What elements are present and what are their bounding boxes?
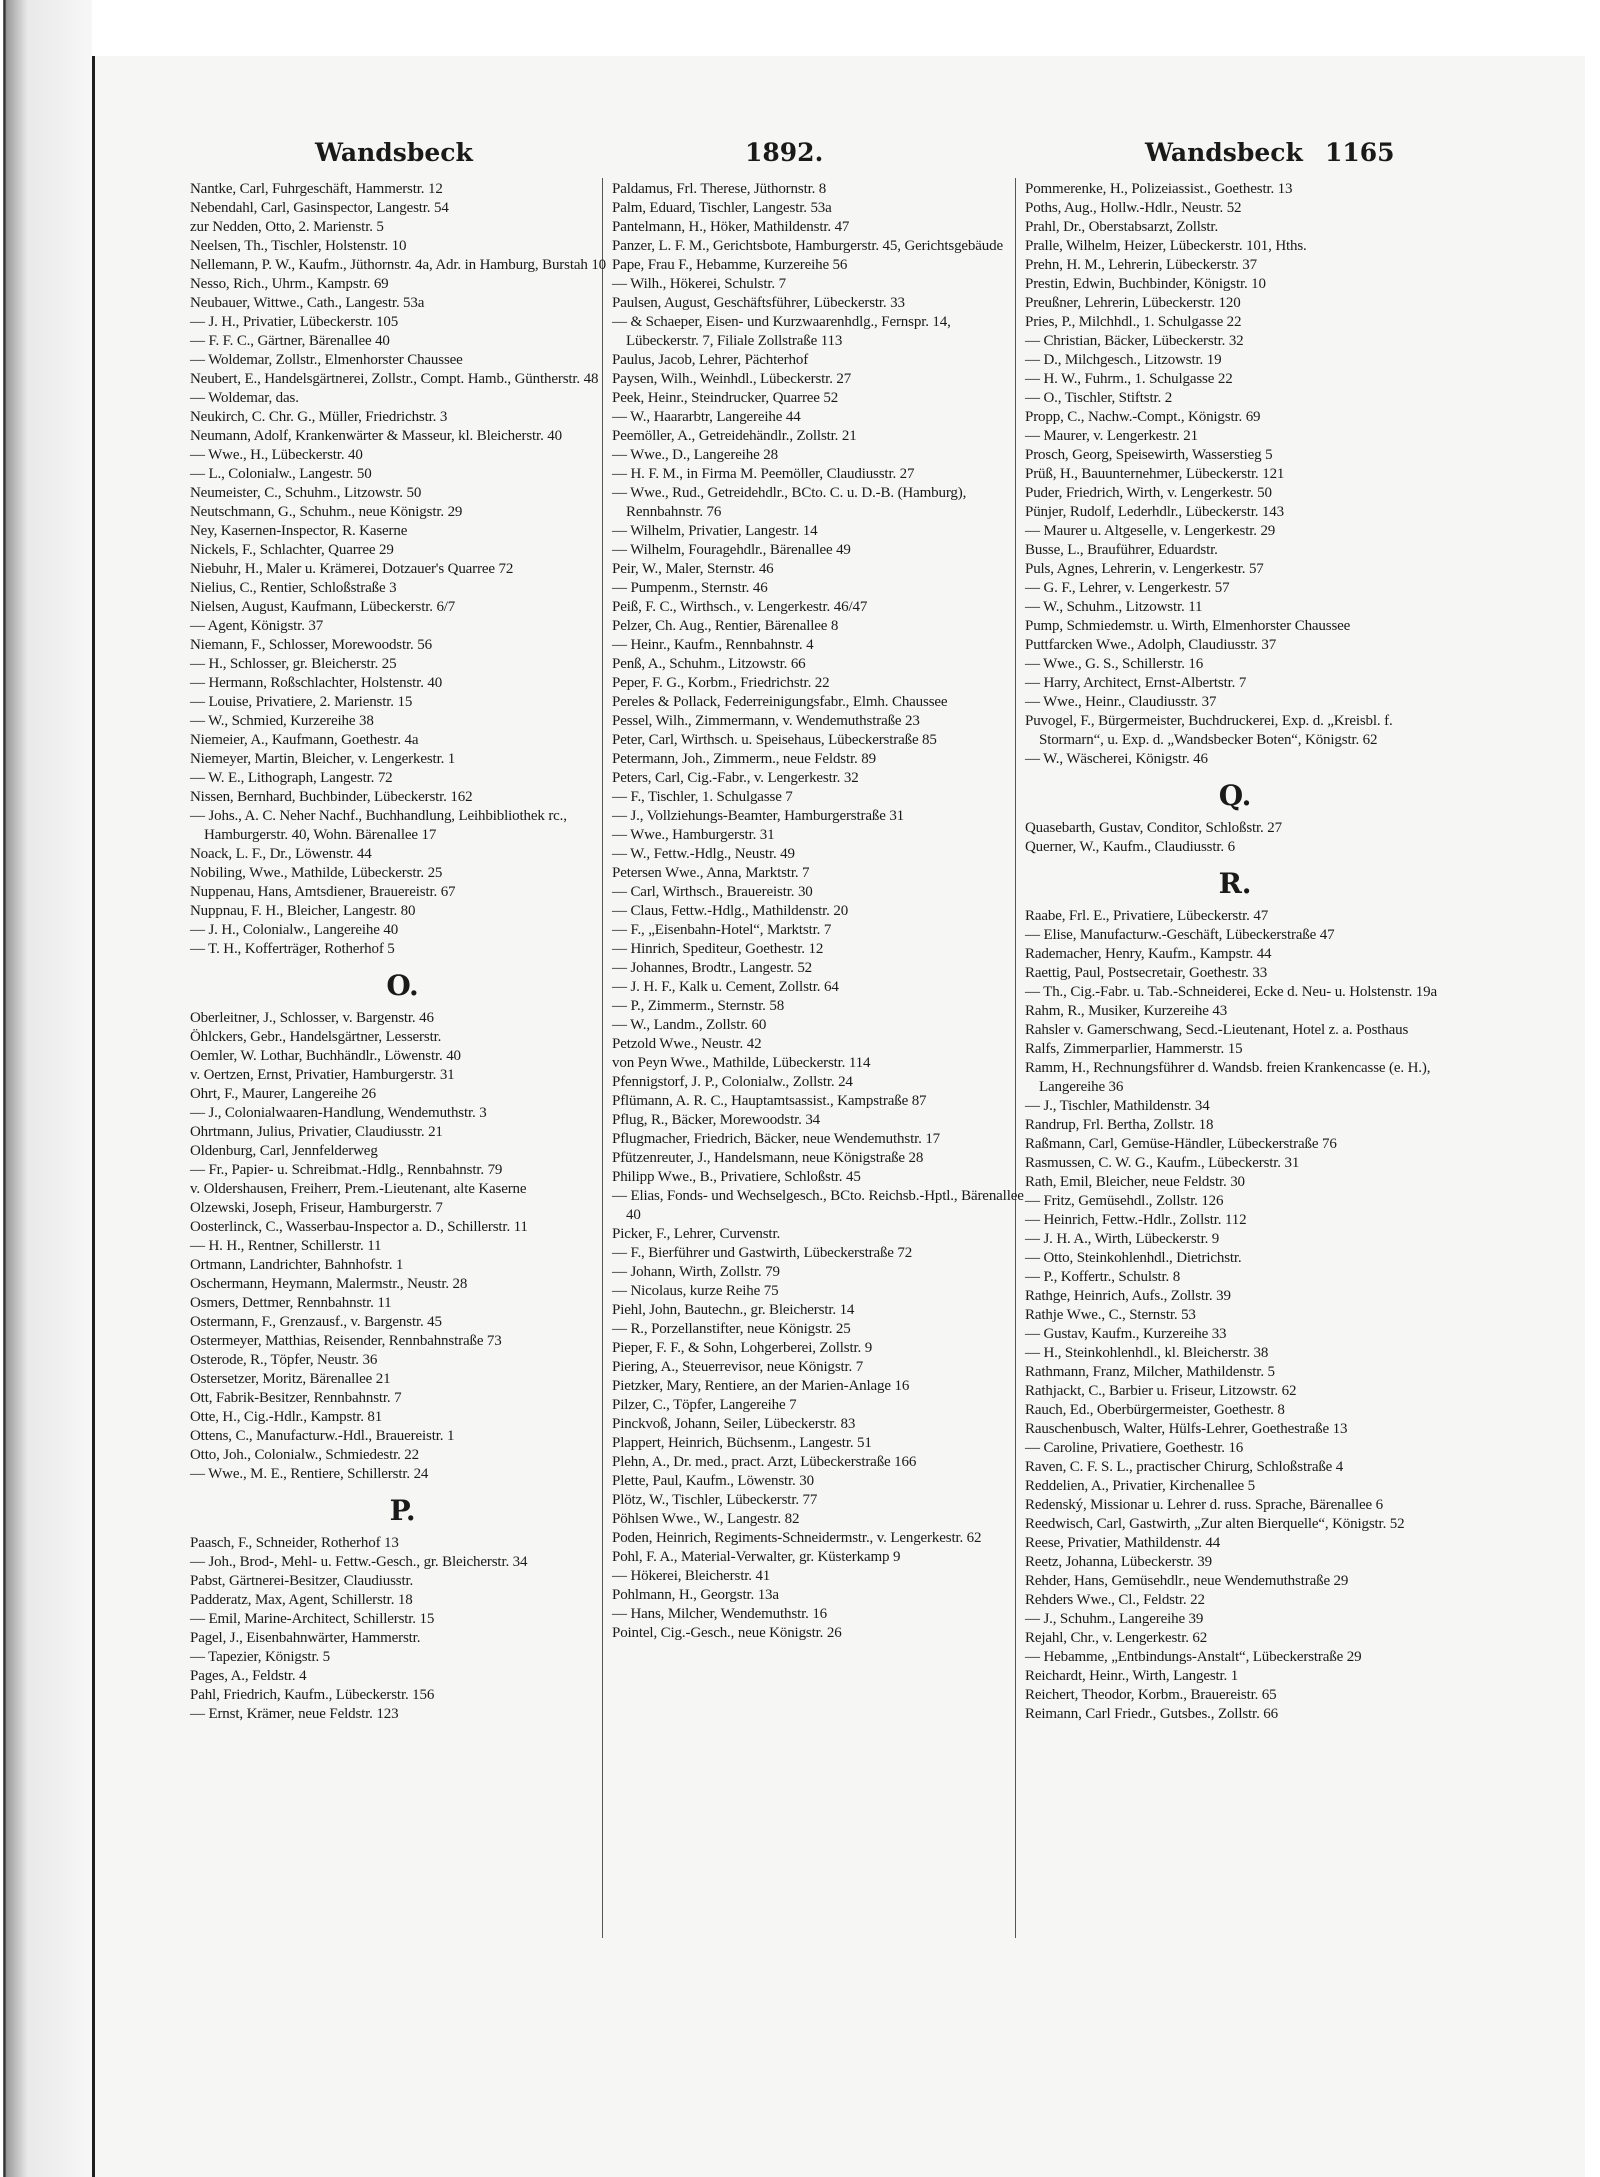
directory-entry: — F., Tischler, 1. Schulgasse 7 <box>612 789 793 805</box>
section-letter-heading: P. <box>389 1494 416 1527</box>
directory-entry: Neukirch, C. Chr. G., Müller, Friedrichstr. 3 <box>190 409 448 425</box>
directory-entry: — Woldemar, das. <box>190 390 299 406</box>
directory-entry: Puttfarcken Wwe., Adolph, Claudiusstr. 37 <box>1025 637 1277 653</box>
directory-entry: — W., Landm., Zollstr. 60 <box>612 1017 767 1033</box>
directory-entry: — Johann, Wirth, Zollstr. 79 <box>612 1264 780 1280</box>
directory-entry: Pflug, R., Bäcker, Morewoodstr. 34 <box>612 1112 821 1128</box>
directory-entry: Pages, A., Feldstr. 4 <box>190 1668 307 1684</box>
directory-entry: Prahl, Dr., Oberstabsarzt, Zollstr. <box>1025 219 1219 235</box>
directory-entry: — Elise, Manufacturw.-Geschäft, Lübeckerstraße 47 <box>1025 927 1335 943</box>
directory-entry: Nesso, Rich., Uhrm., Kampstr. 69 <box>190 276 389 292</box>
directory-entry: — L., Colonialw., Langestr. 50 <box>190 466 372 482</box>
directory-entry: — Johannes, Brodtr., Langestr. 52 <box>612 960 813 976</box>
directory-entry: Pahl, Friedrich, Kaufm., Lübeckerstr. 156 <box>190 1687 435 1703</box>
directory-entry: — H. H., Rentner, Schillerstr. 11 <box>190 1238 382 1254</box>
directory-entry: Oosterlinck, C., Wasserbau-Inspector a. D., Schillerstr. 11 <box>190 1219 528 1235</box>
directory-entry: Peper, F. G., Korbm., Friedrichstr. 22 <box>612 675 830 691</box>
directory-entry: Pilzer, C., Töpfer, Langereihe 7 <box>612 1397 797 1413</box>
directory-entry: — Heinrich, Fettw.-Hdlr., Zollstr. 112 <box>1025 1212 1247 1228</box>
directory-entry: — & Schaeper, Eisen- und Kurzwaarenhdlg., Fernspr. 14, Lübeckerstr. 7, Filiale Zollstraße 113 <box>612 314 951 349</box>
directory-entry: — Joh., Brod-, Mehl- u. Fettw.-Gesch., gr. Bleicherstr. 34 <box>190 1554 528 1570</box>
directory-entry: Öhlckers, Gebr., Handelsgärtner, Lesserstr. <box>190 1029 442 1045</box>
directory-entry: Pöhlsen Wwe., W., Langestr. 82 <box>612 1511 800 1527</box>
directory-entry: Neumann, Adolf, Krankenwärter & Masseur, kl. Bleicherstr. 40 <box>190 428 562 444</box>
directory-entry: — G. F., Lehrer, v. Lengerkestr. 57 <box>1025 580 1230 596</box>
directory-entry: Pantelmann, H., Höker, Mathildenstr. 47 <box>612 219 850 235</box>
directory-entry: Nielius, C., Rentier, Schloßstraße 3 <box>190 580 397 596</box>
directory-entry: Raettig, Paul, Postsecretair, Goethestr. 33 <box>1025 965 1268 981</box>
directory-entry: Rathge, Heinrich, Aufs., Zollstr. 39 <box>1025 1288 1231 1304</box>
directory-entry: Rauch, Ed., Oberbürgermeister, Goethestr. 8 <box>1025 1402 1285 1418</box>
directory-entry: Oldenburg, Carl, Jennfelderweg <box>190 1143 378 1159</box>
directory-entry: — Maurer u. Altgeselle, v. Lengerkestr. 29 <box>1025 523 1276 539</box>
running-head-year: 1892. <box>745 138 824 167</box>
directory-entry: Ott, Fabrik-Besitzer, Rennbahnstr. 7 <box>190 1390 402 1406</box>
directory-entry: Pelzer, Ch. Aug., Rentier, Bärenallee 8 <box>612 618 839 634</box>
directory-entry: Pommerenke, H., Polizeiassist., Goethestr. 13 <box>1025 181 1293 197</box>
directory-entry: Redenský, Missionar u. Lehrer d. russ. Sprache, Bärenallee 6 <box>1025 1497 1383 1513</box>
directory-entry: Padderatz, Max, Agent, Schillerstr. 18 <box>190 1592 413 1608</box>
directory-entry: Ostersetzer, Moritz, Bärenallee 21 <box>190 1371 391 1387</box>
section-letter-heading: O. <box>386 969 419 1002</box>
directory-entry: — Wwe., Heinr., Claudiusstr. 37 <box>1025 694 1217 710</box>
directory-entry: — Hinrich, Spediteur, Goethestr. 12 <box>612 941 824 957</box>
directory-entry: Peek, Heinr., Steindrucker, Quarree 52 <box>612 390 839 406</box>
directory-entry: Neutschmann, G., Schuhm., neue Königstr. 29 <box>190 504 463 520</box>
directory-entry: Peiß, F. C., Wirthsch., v. Lengerkestr. 46/47 <box>612 599 868 615</box>
directory-entry: Osterode, R., Töpfer, Neustr. 36 <box>190 1352 378 1368</box>
directory-entry: Prestin, Edwin, Buchbinder, Königstr. 10 <box>1025 276 1266 292</box>
directory-entry: Palm, Eduard, Tischler, Langestr. 53a <box>612 200 832 216</box>
directory-entry: — Maurer, v. Lengerkestr. 21 <box>1025 428 1198 444</box>
directory-entry: — Caroline, Privatiere, Goethestr. 16 <box>1025 1440 1244 1456</box>
directory-entry: Raßmann, Carl, Gemüse-Händler, Lübeckerstraße 76 <box>1025 1136 1337 1152</box>
directory-entry: — Nicolaus, kurze Reihe 75 <box>612 1283 779 1299</box>
directory-entry: — J. H. A., Wirth, Lübeckerstr. 9 <box>1025 1231 1220 1247</box>
directory-entry: — Wwe., M. E., Rentiere, Schillerstr. 24 <box>190 1466 429 1482</box>
directory-entry: — P., Zimmerm., Sternstr. 58 <box>612 998 785 1014</box>
directory-entry: Osmers, Dettmer, Rennbahnstr. 11 <box>190 1295 392 1311</box>
directory-entry: Niemeier, A., Kaufmann, Goethestr. 4a <box>190 732 419 748</box>
directory-entry: Ohrt, F., Maurer, Langereihe 26 <box>190 1086 376 1102</box>
directory-entry: Paulus, Jacob, Lehrer, Pächterhof <box>612 352 809 368</box>
directory-entry: Piering, A., Steuerrevisor, neue Königstr. 7 <box>612 1359 864 1375</box>
directory-entry: Paysen, Wilh., Weinhdl., Lübeckerstr. 27 <box>612 371 852 387</box>
directory-entry: Reetz, Johanna, Lübeckerstr. 39 <box>1025 1554 1212 1570</box>
directory-entry: Pralle, Wilhelm, Heizer, Lübeckerstr. 101, Hths. <box>1025 238 1307 254</box>
directory-entry: — Johs., A. C. Neher Nachf., Buchhandlung, Leihbibliothek rc., Hamburgerstr. 40, Wohn. Bärenallee 17 <box>190 808 567 843</box>
directory-entry: Ostermann, F., Grenzausf., v. Bargenstr. 45 <box>190 1314 442 1330</box>
directory-entry: — Tapezier, Königstr. 5 <box>190 1649 331 1665</box>
directory-entry: — Hökerei, Bleicherstr. 41 <box>612 1568 771 1584</box>
directory-entry: — W., Schuhm., Litzowstr. 11 <box>1025 599 1203 615</box>
page-header <box>95 138 1415 172</box>
directory-entry: Rahm, R., Musiker, Kurzereihe 43 <box>1025 1003 1228 1019</box>
directory-entry: Reichardt, Heinr., Wirth, Langestr. 1 <box>1025 1668 1239 1684</box>
directory-entry: — J., Schuhm., Langereihe 39 <box>1025 1611 1204 1627</box>
directory-entry: Rath, Emil, Bleicher, neue Feldstr. 30 <box>1025 1174 1245 1190</box>
directory-entry: — F. F. C., Gärtner, Bärenallee 40 <box>190 333 390 349</box>
directory-entry: Plappert, Heinrich, Büchsenm., Langestr. 51 <box>612 1435 872 1451</box>
directory-entry: — Fritz, Gemüsehdl., Zollstr. 126 <box>1025 1193 1224 1209</box>
directory-entry: Propp, C., Nachw.-Compt., Königstr. 69 <box>1025 409 1261 425</box>
directory-entry: Ralfs, Zimmerparlier, Hammerstr. 15 <box>1025 1041 1243 1057</box>
directory-entry: Picker, F., Lehrer, Curvenstr. <box>612 1226 781 1242</box>
directory-entry: — Christian, Bäcker, Lübeckerstr. 32 <box>1025 333 1244 349</box>
directory-entry: — Ernst, Krämer, neue Feldstr. 123 <box>190 1706 399 1722</box>
directory-entry: Reedwisch, Carl, Gastwirth, „Zur alten Bierquelle“, Königstr. 52 <box>1025 1516 1405 1532</box>
directory-entry: Pagel, J., Eisenbahnwärter, Hammerstr. <box>190 1630 421 1646</box>
directory-entry: — D., Milchgesch., Litzowstr. 19 <box>1025 352 1222 368</box>
directory-entry: Nellemann, P. W., Kaufm., Jüthornstr. 4a, Adr. in Hamburg, Burstah 10 <box>190 257 607 273</box>
directory-entry: Raven, C. F. S. L., practischer Chirurg, Schloßstraße 4 <box>1025 1459 1344 1475</box>
directory-entry: — Harry, Architect, Ernst-Albertstr. 7 <box>1025 675 1247 691</box>
directory-entry: Pfützenreuter, J., Handelsmann, neue Königstraße 28 <box>612 1150 924 1166</box>
directory-entry: Rathje Wwe., C., Sternstr. 53 <box>1025 1307 1196 1323</box>
directory-entry: Nielsen, August, Kaufmann, Lübeckerstr. 6/7 <box>190 599 456 615</box>
directory-entry: Pohl, F. A., Material-Verwalter, gr. Küsterkamp 9 <box>612 1549 901 1565</box>
directory-entry: Pflümann, A. R. C., Hauptamtsassist., Kampstraße 87 <box>612 1093 927 1109</box>
directory-entry: Pinckvoß, Johann, Seiler, Lübeckerstr. 83 <box>612 1416 856 1432</box>
directory-entry: Nantke, Carl, Fuhrgeschäft, Hammerstr. 12 <box>190 181 443 197</box>
directory-entry: Querner, W., Kaufm., Claudiusstr. 6 <box>1025 839 1235 855</box>
directory-entry: Ostermeyer, Matthias, Reisender, Rennbahnstraße 73 <box>190 1333 502 1349</box>
directory-entry: Ney, Kasernen-Inspector, R. Kaserne <box>190 523 408 539</box>
directory-entry: Nissen, Bernhard, Buchbinder, Lübeckerstr. 162 <box>190 789 473 805</box>
directory-entry: Piehl, John, Bautechn., gr. Bleicherstr. 14 <box>612 1302 855 1318</box>
directory-entry: — Claus, Fettw.-Hdlg., Mathildenstr. 20 <box>612 903 849 919</box>
directory-entry: — H. W., Fuhrm., 1. Schulgasse 22 <box>1025 371 1233 387</box>
directory-entry: Rauschenbusch, Walter, Hülfs-Lehrer, Goethestraße 13 <box>1025 1421 1348 1437</box>
directory-entry: Reese, Privatier, Mathildenstr. 44 <box>1025 1535 1221 1551</box>
directory-entry: Pereles & Pollack, Federreinigungsfabr., Elmh. Chaussee <box>612 694 948 710</box>
directory-entry: — O., Tischler, Stiftstr. 2 <box>1025 390 1173 406</box>
directory-entry: zur Nedden, Otto, 2. Marienstr. 5 <box>190 219 384 235</box>
directory-entry: Pointel, Cig.-Gesch., neue Königstr. 26 <box>612 1625 842 1641</box>
directory-entry: Quasebarth, Gustav, Conditor, Schloßstr. 27 <box>1025 820 1282 836</box>
directory-entry: — Hermann, Roßschlachter, Holstenstr. 40 <box>190 675 443 691</box>
directory-entry: — F., Bierführer und Gastwirth, Lübeckerstraße 72 <box>612 1245 913 1261</box>
directory-entry: Philipp Wwe., B., Privatiere, Schloßstr. 45 <box>612 1169 861 1185</box>
directory-entry: Busse, L., Brauführer, Eduardstr. <box>1025 542 1218 558</box>
section-letter-heading: Q. <box>1218 779 1252 812</box>
directory-column-1 <box>190 180 615 1724</box>
directory-entry: — Otto, Steinkohlenhdl., Dietrichstr. <box>1025 1250 1242 1266</box>
directory-entry: Pape, Frau F., Hebamme, Kurzereihe 56 <box>612 257 848 273</box>
directory-entry: Reddelien, A., Privatier, Kirchenallee 5 <box>1025 1478 1255 1494</box>
directory-entry: — F., „Eisenbahn-Hotel“, Marktstr. 7 <box>612 922 832 938</box>
directory-entry: Rehder, Hans, Gemüsehdlr., neue Wendemuthstraße 29 <box>1025 1573 1349 1589</box>
directory-entry: — Pumpenm., Sternstr. 46 <box>612 580 768 596</box>
directory-entry: — T. H., Kofferträger, Rotherhof 5 <box>190 941 395 957</box>
directory-entry: Neubert, E., Handelsgärtnerei, Zollstr., Compt. Hamb., Güntherstr. 48 <box>190 371 599 387</box>
directory-entry: — Heinr., Kaufm., Rennbahnstr. 4 <box>612 637 814 653</box>
directory-entry: Petersen Wwe., Anna, Marktstr. 7 <box>612 865 810 881</box>
directory-entry: Pfennigstorf, J. P., Colonialw., Zollstr. 24 <box>612 1074 853 1090</box>
directory-entry: — Agent, Königstr. 37 <box>190 618 324 634</box>
directory-entry: Reimann, Carl Friedr., Gutsbes., Zollstr. 66 <box>1025 1706 1278 1722</box>
directory-entry: Rasmussen, C. W. G., Kaufm., Lübeckerstr. 31 <box>1025 1155 1300 1171</box>
directory-entry: — H. F. M., in Firma M. Peemöller, Claudiusstr. 27 <box>612 466 915 482</box>
directory-entry: Oemler, W. Lothar, Buchhändlr., Löwenstr. 40 <box>190 1048 461 1064</box>
directory-entry: — Th., Cig.-Fabr. u. Tab.-Schneiderei, Ecke d. Neu- u. Holstenstr. 19a <box>1025 984 1437 1000</box>
directory-entry: Noack, L. F., Dr., Löwenstr. 44 <box>190 846 372 862</box>
directory-column-3 <box>1025 180 1445 1724</box>
directory-entry: Nuppnau, F. H., Bleicher, Langestr. 80 <box>190 903 416 919</box>
directory-entry: Plehn, A., Dr. med., pract. Arzt, Lübeckerstraße 166 <box>612 1454 917 1470</box>
directory-entry: Niemann, F., Schlosser, Morewoodstr. 56 <box>190 637 432 653</box>
directory-entry: Peir, W., Maler, Sternstr. 46 <box>612 561 774 577</box>
directory-entry: Penß, A., Schuhm., Litzowstr. 66 <box>612 656 806 672</box>
directory-entry: — W. E., Lithograph, Langestr. 72 <box>190 770 393 786</box>
directory-entry: — P., Koffertr., Schulstr. 8 <box>1025 1269 1181 1285</box>
directory-entry: Oschermann, Heymann, Malermstr., Neustr. 28 <box>190 1276 468 1292</box>
directory-entry: Ortmann, Landrichter, Bahnhofstr. 1 <box>190 1257 404 1273</box>
directory-entry: Pflugmacher, Friedrich, Bäcker, neue Wendemuthstr. 17 <box>612 1131 941 1147</box>
directory-entry: — Carl, Wirthsch., Brauereistr. 30 <box>612 884 813 900</box>
directory-entry: Panzer, L. F. M., Gerichtsbote, Hamburgerstr. 45, Gerichtsgebäude <box>612 238 1003 254</box>
directory-entry: Otto, Joh., Colonialw., Schmiedestr. 22 <box>190 1447 420 1463</box>
directory-entry: Peter, Carl, Wirthsch. u. Speisehaus, Lübeckerstraße 85 <box>612 732 937 748</box>
directory-entry: Prosch, Georg, Speisewirth, Wasserstieg 5 <box>1025 447 1273 463</box>
directory-entry: — Wwe., Hamburgerstr. 31 <box>612 827 775 843</box>
directory-entry: Rahsler v. Gamerschwang, Secd.-Lieutenant, Hotel z. a. Posthaus <box>1025 1022 1409 1038</box>
directory-entry: — J., Tischler, Mathildenstr. 34 <box>1025 1098 1210 1114</box>
directory-entry: Nickels, F., Schlachter, Quarree 29 <box>190 542 394 558</box>
directory-entry: — J., Colonialwaaren-Handlung, Wendemuthstr. 3 <box>190 1105 487 1121</box>
running-head-left: Wandsbeck <box>315 138 473 167</box>
directory-entry: Puvogel, F., Bürgermeister, Buchdruckerei, Exp. d. „Kreisbl. f. Stormarn“, u. Exp. d. „Wandsbecker Boten“, Königstr. 62 <box>1025 713 1393 748</box>
directory-entry: Paulsen, August, Geschäftsführer, Lübeckerstr. 33 <box>612 295 905 311</box>
directory-entry: — W., Schmied, Kurzereihe 38 <box>190 713 374 729</box>
directory-entry: — Wilhelm, Fouragehdlr., Bärenallee 49 <box>612 542 851 558</box>
directory-entry: — Hebamme, „Entbindungs-Anstalt“, Lübeckerstraße 29 <box>1025 1649 1362 1665</box>
directory-entry: — Wwe., H., Lübeckerstr. 40 <box>190 447 363 463</box>
directory-entry: Pohlmann, H., Georgstr. 13a <box>612 1587 779 1603</box>
directory-entry: Ohrtmann, Julius, Privatier, Claudiusstr. 21 <box>190 1124 443 1140</box>
directory-entry: Olzewski, Joseph, Friseur, Hamburgerstr. 7 <box>190 1200 443 1216</box>
directory-entry: v. Oertzen, Ernst, Privatier, Hamburgerstr. 31 <box>190 1067 455 1083</box>
directory-entry: — W., Haararbtr, Langereihe 44 <box>612 409 801 425</box>
directory-entry: Pabst, Gärtnerei-Besitzer, Claudiusstr. <box>190 1573 414 1589</box>
directory-entry: — Woldemar, Zollstr., Elmenhorster Chaussee <box>190 352 463 368</box>
directory-entry: Petermann, Joh., Zimmerm., neue Feldstr. 89 <box>612 751 876 767</box>
section-letter-heading: R. <box>1218 867 1252 900</box>
directory-entry: Oberleitner, J., Schlosser, v. Bargenstr. 46 <box>190 1010 434 1026</box>
directory-entry: Prüß, H., Bauunternehmer, Lübeckerstr. 121 <box>1025 466 1285 482</box>
directory-entry: Nebendahl, Carl, Gasinspector, Langestr. 54 <box>190 200 449 216</box>
directory-entry: Pessel, Wilh., Zimmermann, v. Wendemuthstraße 23 <box>612 713 920 729</box>
directory-entry: — Wwe., G. S., Schillerstr. 16 <box>1025 656 1204 672</box>
directory-entry: — Louise, Privatiere, 2. Marienstr. 15 <box>190 694 413 710</box>
directory-entry: Paasch, F., Schneider, Rotherhof 13 <box>190 1535 399 1551</box>
directory-entry: Plötz, W., Tischler, Lübeckerstr. 77 <box>612 1492 818 1508</box>
directory-entry: Rejahl, Chr., v. Lengerkestr. 62 <box>1025 1630 1208 1646</box>
directory-entry: — J. H., Colonialw., Langereihe 40 <box>190 922 399 938</box>
directory-entry: Nobiling, Wwe., Mathilde, Lübeckerstr. 25 <box>190 865 443 881</box>
directory-entry: Neumeister, C., Schuhm., Litzowstr. 50 <box>190 485 422 501</box>
directory-entry: Rademacher, Henry, Kaufm., Kampstr. 44 <box>1025 946 1272 962</box>
directory-entry: Peemöller, A., Getreidehändlr., Zollstr. 21 <box>612 428 857 444</box>
directory-entry: Nuppenau, Hans, Amtsdiener, Brauereistr. 67 <box>190 884 456 900</box>
directory-entry: — W., Wäscherei, Königstr. 46 <box>1025 751 1208 767</box>
directory-entry: Puder, Friedrich, Wirth, v. Lengerkestr. 50 <box>1025 485 1272 501</box>
directory-entry: Prehn, H. M., Lehrerin, Lübeckerstr. 37 <box>1025 257 1258 273</box>
directory-entry: — J. H., Privatier, Lübeckerstr. 105 <box>190 314 399 330</box>
directory-entry: — Elias, Fonds- und Wechselgesch., BCto. Reichsb.-Hptl., Bärenallee 40 <box>612 1188 1024 1223</box>
directory-entry: Niebuhr, H., Maler u. Krämerei, Dotzauer's Quarree 72 <box>190 561 514 577</box>
directory-entry: Poths, Aug., Hollw.-Hdlr., Neustr. 52 <box>1025 200 1242 216</box>
directory-entry: Petzold Wwe., Neustr. 42 <box>612 1036 762 1052</box>
directory-entry: Otte, H., Cig.-Hdlr., Kampstr. 81 <box>190 1409 383 1425</box>
directory-entry: Randrup, Frl. Bertha, Zollstr. 18 <box>1025 1117 1214 1133</box>
directory-entry: — Hans, Milcher, Wendemuthstr. 16 <box>612 1606 828 1622</box>
directory-entry: von Peyn Wwe., Mathilde, Lübeckerstr. 114 <box>612 1055 871 1071</box>
directory-entry: Niemeyer, Martin, Bleicher, v. Lengerkestr. 1 <box>190 751 456 767</box>
directory-entry: Pries, P., Milchhdl., 1. Schulgasse 22 <box>1025 314 1242 330</box>
directory-entry: Ottens, C., Manufacturw.-Hdl., Brauereistr. 1 <box>190 1428 455 1444</box>
directory-entry: Raabe, Frl. E., Privatiere, Lübeckerstr. 47 <box>1025 908 1269 924</box>
directory-entry: Preußner, Lehrerin, Lübeckerstr. 120 <box>1025 295 1241 311</box>
directory-entry: — J., Vollziehungs-Beamter, Hamburgerstraße 31 <box>612 808 905 824</box>
directory-entry: Rathjackt, C., Barbier u. Friseur, Litzowstr. 62 <box>1025 1383 1297 1399</box>
directory-entry: Puls, Agnes, Lehrerin, v. Lengerkestr. 57 <box>1025 561 1264 577</box>
directory-entry: Peters, Carl, Cig.-Fabr., v. Lengerkestr. 32 <box>612 770 859 786</box>
directory-entry: — Wwe., D., Langereihe 28 <box>612 447 778 463</box>
directory-entry: — H., Steinkohlenhdl., kl. Bleicherstr. 38 <box>1025 1345 1269 1361</box>
directory-entry: Pünjer, Rudolf, Lederhdlr., Lübeckerstr. 143 <box>1025 504 1284 520</box>
scan-binding-edge <box>0 0 92 2177</box>
directory-entry: — Emil, Marine-Architect, Schillerstr. 15 <box>190 1611 435 1627</box>
directory-column-2 <box>612 180 1024 1643</box>
directory-entry: Neelsen, Th., Tischler, Holstenstr. 10 <box>190 238 407 254</box>
directory-entry: — Wwe., Rud., Getreidehdlr., BCto. C. u. D.-B. (Hamburg), Rennbahnstr. 76 <box>612 485 967 520</box>
running-head-right: Wandsbeck <box>1145 138 1303 167</box>
directory-entry: — Gustav, Kaufm., Kurzereihe 33 <box>1025 1326 1227 1342</box>
directory-entry: Pump, Schmiedemstr. u. Wirth, Elmenhorster Chaussee <box>1025 618 1351 634</box>
directory-entry: — W., Fettw.-Hdlg., Neustr. 49 <box>612 846 795 862</box>
directory-entry: — Fr., Papier- u. Schreibmat.-Hdlg., Rennbahnstr. 79 <box>190 1162 503 1178</box>
directory-entry: — Wilhelm, Privatier, Langestr. 14 <box>612 523 818 539</box>
page-number: 1165 <box>1325 138 1395 167</box>
directory-entry: Ramm, H., Rechnungsführer d. Wandsb. freien Krankencasse (e. H.), Langereihe 36 <box>1025 1060 1431 1095</box>
directory-entry: — H., Schlosser, gr. Bleicherstr. 25 <box>190 656 397 672</box>
directory-entry: Plette, Paul, Kaufm., Löwenstr. 30 <box>612 1473 814 1489</box>
directory-entry: — Wilh., Hökerei, Schulstr. 7 <box>612 276 786 292</box>
directory-entry: Pietzker, Mary, Rentiere, an der Marien-Anlage 16 <box>612 1378 910 1394</box>
directory-entry: — R., Porzellanstifter, neue Königstr. 25 <box>612 1321 851 1337</box>
directory-entry: Neubauer, Wittwe., Cath., Langestr. 53a <box>190 295 425 311</box>
directory-entry: Poden, Heinrich, Regiments-Schneidermstr., v. Lengerkestr. 62 <box>612 1530 982 1546</box>
directory-entry: Rathmann, Franz, Milcher, Mathildenstr. 5 <box>1025 1364 1275 1380</box>
directory-entry: Rehders Wwe., Cl., Feldstr. 22 <box>1025 1592 1205 1608</box>
directory-entry: v. Oldershausen, Freiherr, Prem.-Lieutenant, alte Kaserne <box>190 1181 527 1197</box>
directory-entry: Reichert, Theodor, Korbm., Brauereistr. 65 <box>1025 1687 1277 1703</box>
directory-entry: — J. H. F., Kalk u. Cement, Zollstr. 64 <box>612 979 839 995</box>
directory-entry: Pieper, F. F., & Sohn, Lohgerberei, Zollstr. 9 <box>612 1340 873 1356</box>
directory-entry: Paldamus, Frl. Therese, Jüthornstr. 8 <box>612 181 827 197</box>
